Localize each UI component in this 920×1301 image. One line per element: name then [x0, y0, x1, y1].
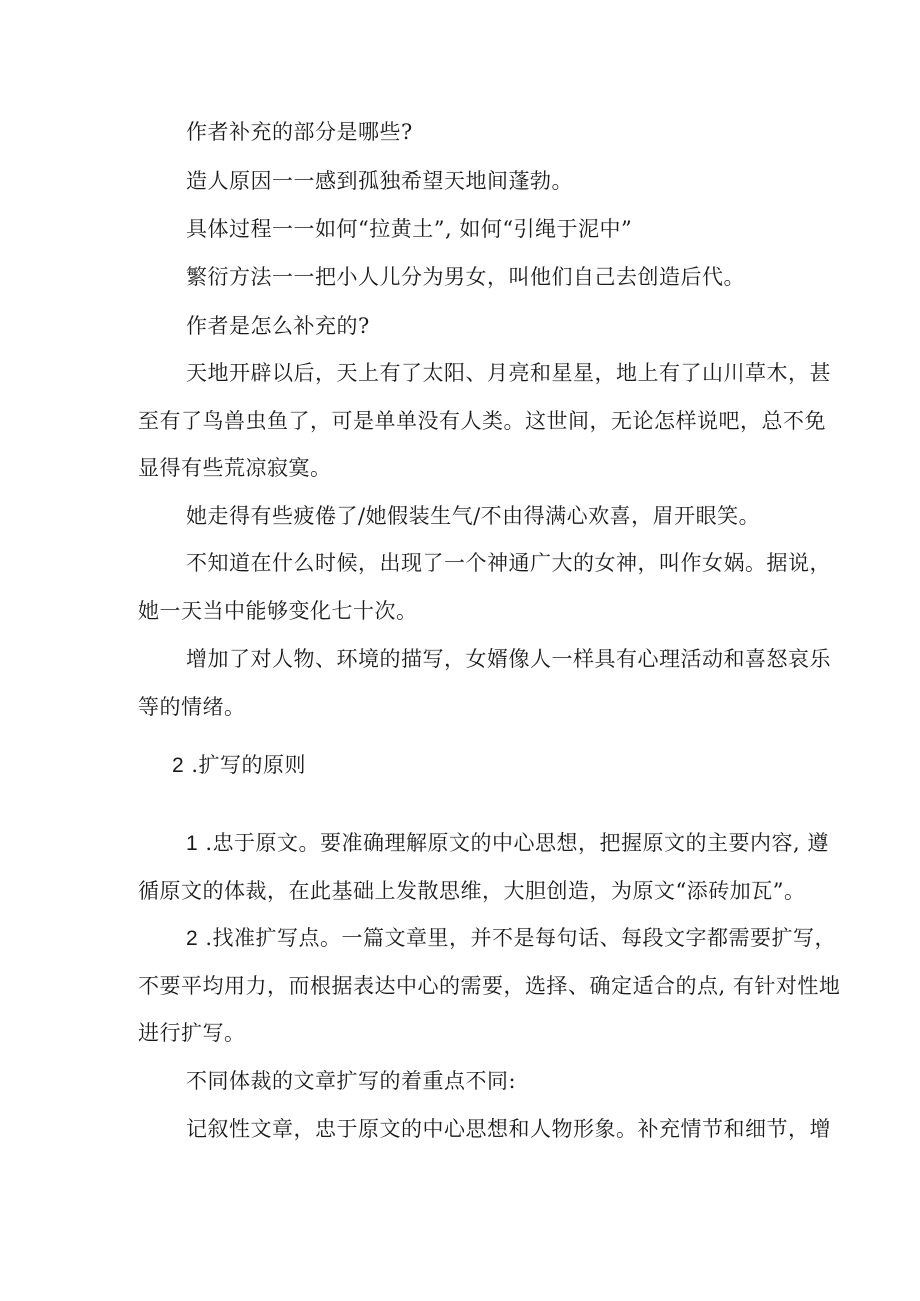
paragraph-line: 至有了鸟兽虫鱼了，可是单单没有人类。这世间，无论怎样说吧，总不免	[138, 409, 826, 433]
paragraph-line: 增加了对人物、环境的描写，女婿像人一样具有心理活动和喜怒哀乐	[186, 647, 831, 671]
section-heading-expansion-principles	[172, 750, 306, 781]
question-added-parts: 作者补充的部分是哪些?	[186, 120, 413, 144]
line-creation-process: 具体过程一一如何“拉黄土”, 如何“引绳于泥中”	[186, 217, 633, 241]
paragraph-nuwa-emotions: 她走得有些疲倦了/她假装生气/不由得满心欢喜，眉开眼笑。	[186, 504, 761, 528]
line-creation-reason: 造人原因一一感到孤独希望天地间蓬勃。	[186, 169, 573, 193]
paragraph-line: 等的情绪。	[138, 695, 246, 719]
section-title: .扩写的原则	[191, 753, 307, 777]
line-reproduction-method: 繁衍方法一一把小人儿分为男女，叫他们自己去创造后代。	[186, 265, 745, 289]
section-number: 2	[172, 754, 185, 777]
paragraph-line: 显得有些荒凉寂寞。	[138, 456, 332, 480]
paragraph-line: 进行扩写。	[138, 1021, 246, 1045]
line-different-genres: 不同体裁的文章扩写的着重点不同:	[186, 1069, 517, 1093]
question-how-added: 作者是怎么补充的?	[186, 314, 370, 338]
list-number: 2	[186, 927, 199, 950]
paragraph-line: 她一天当中能够变化七十次。	[138, 599, 418, 623]
paragraph-line: 不要平均用力，而根据表达中心的需要，选择、确定适合的点, 有针对性地	[138, 974, 841, 998]
line-narrative-articles: 记叙性文章，忠于原文的中心思想和人物形象。补充情节和细节，增	[186, 1117, 831, 1141]
paragraph-line: 循原文的体裁，在此基础上发散思维，大胆创造，为原文“添砖加瓦”。	[138, 879, 806, 903]
paragraph-line: 天地开辟以后，天上有了太阳、月亮和星星，地上有了山川草木，甚	[186, 361, 831, 385]
paragraph-line: 2 .找准扩写点。一篇文章里，并不是每句话、每段文字都需要扩写，	[186, 926, 837, 950]
paragraph-line: 不知道在什么时候，出现了一个神通广大的女神，叫作女娲。据说，	[186, 551, 831, 575]
list-number: 1	[186, 832, 199, 855]
paragraph-line: 1 .忠于原文。要准确理解原文的中心思想，把握原文的主要内容, 遵	[186, 831, 829, 855]
